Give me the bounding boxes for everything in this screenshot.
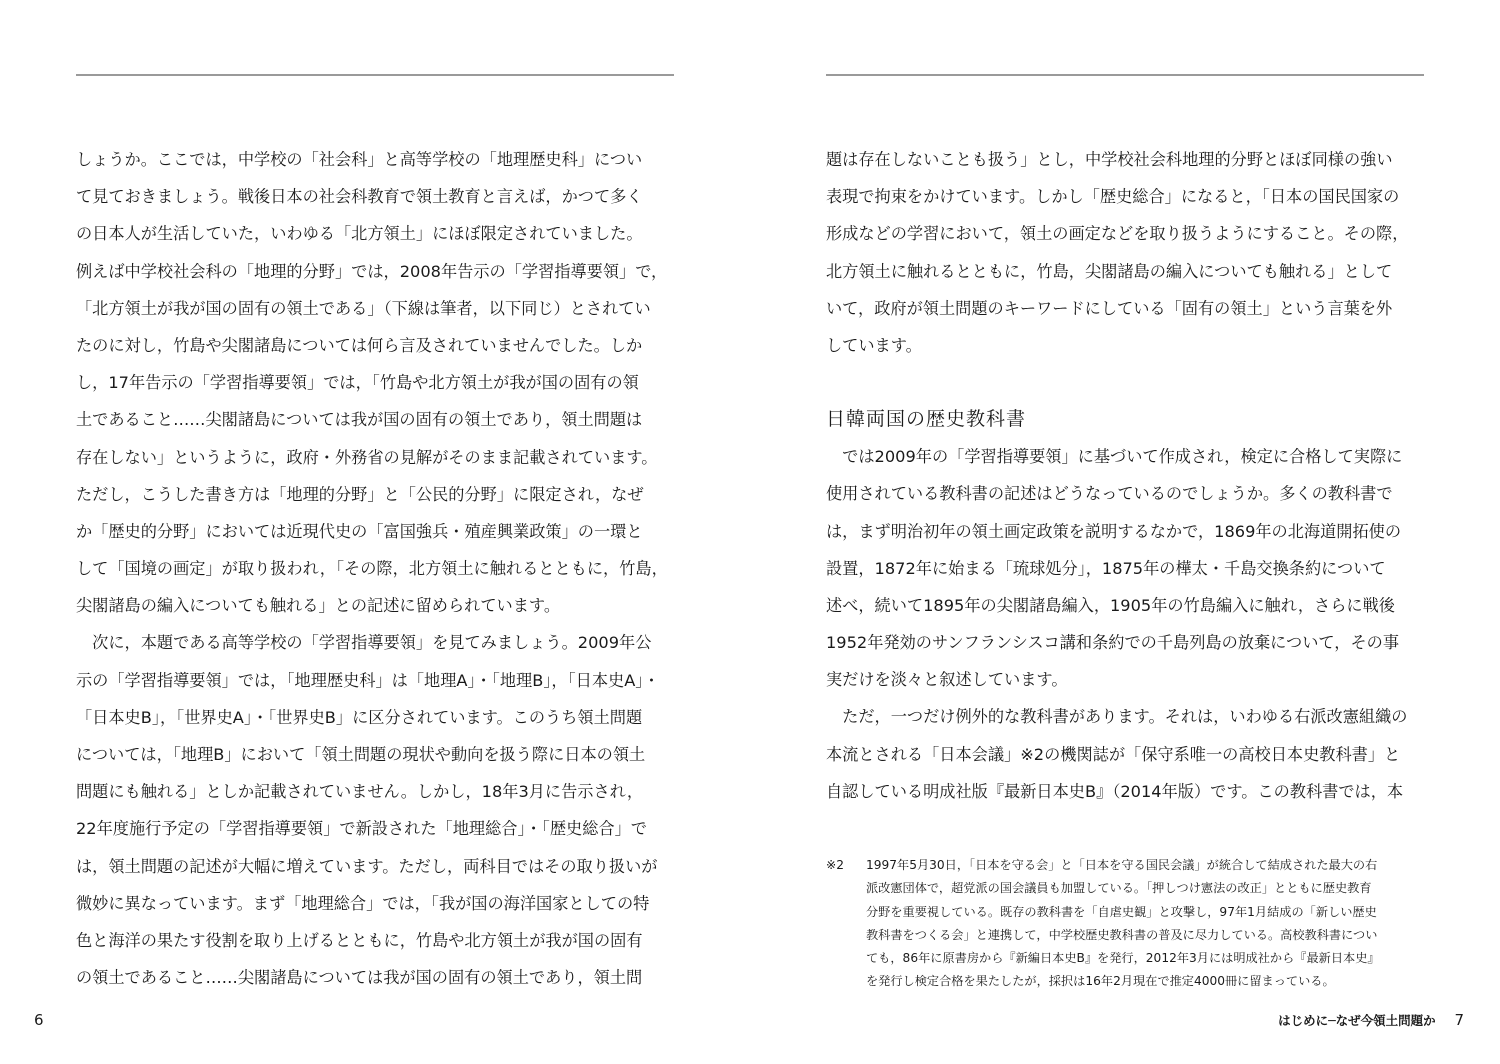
text-line: 尖閣諸島の編入についても触れる」との記述に留められています。 <box>76 596 561 616</box>
page-number-right: 7 <box>1454 1011 1464 1029</box>
footnote-text: 1997年5月30日，「日本を守る会」と「日本を守る国民会議」が統合して結成された最大の右 <box>866 858 1378 872</box>
text-line: 22年度施行予定の「学習指導要領」で新設された「地理総合」・「歴史総合」で <box>76 819 647 839</box>
text-line: 問題にも触れる」としか記載されていません。しかし，18年3月に告示され， <box>76 782 644 802</box>
text-line: し，17年告示の「学習指導要領」では，「竹島や北方領土が我が国の固有の領 <box>76 373 639 393</box>
text-line: 自認している明成社版『最新日本史B』（2014年版）です。この教科書では，本 <box>826 781 1404 801</box>
text-line: の領土であること……尖閣諸島については我が国の固有の領土であり，領土問 <box>76 968 643 988</box>
text-line: ただし，こうした書き方は「地理的分野」と「公民的分野」に限定され，なぜ <box>76 484 644 504</box>
running-title: はじめに─なぜ今領土問題か <box>1278 1013 1436 1028</box>
text-line: 色と海洋の果たす役割を取り上げるとともに，竹島や北方領土が我が国の固有 <box>76 930 643 950</box>
text-line: 表現で拘束をかけています。しかし「歴史総合」になると，「日本の国民国家の <box>826 187 1400 207</box>
section-heading: 日韓両国の歴史教科書 <box>826 408 1027 431</box>
text-line: 使用されている教科書の記述はどうなっているのでしょうか。多くの教科書で <box>826 484 1393 504</box>
footnote-mark: ※2 <box>826 858 844 872</box>
footnote-line: 分野を重要視している。既存の教科書を「自虐史観」と攻撃し，97年1月結成の「新しい歴史 <box>866 904 1377 919</box>
text-line: 例えば中学校社会科の「地理的分野」では，2008年告示の「学習指導要領」で， <box>76 261 668 281</box>
footnote-line: 教科書をつくる会」と連携して，中学校歴史教科書の普及に尽力している。高校教科書につい <box>866 927 1378 942</box>
text-line: 1952年発効のサンフランシスコ講和条約での千島列島の放棄について，その事 <box>826 633 1400 653</box>
text-line: て見ておきましょう。戦後日本の社会科教育で領土教育と言えば，かつて多く <box>76 187 643 207</box>
footnote-line: ても，86年に原書房から『新編日本史B』を発行，2012年3月には明成社から『最新日本史』 <box>866 951 1380 966</box>
header-rule-right <box>826 74 1424 76</box>
text-line: しょうか。ここでは，中学校の「社会科」と高等学校の「地理歴史科」につい <box>76 150 643 169</box>
text-line: 「北方領土が我が国の固有の領土である」（下線は筆者，以下同じ）とされてい <box>76 298 651 318</box>
page-footer-right <box>1278 1011 1464 1029</box>
header-rule-left <box>76 74 674 76</box>
page-number-left: 6 <box>34 1011 44 1029</box>
text-line: 題は存在しないことも扱う」とし，中学校社会科地理的分野とほぼ同様の強い <box>826 150 1393 169</box>
text-line: は，まず明治初年の領土画定政策を説明するなかで，1869年の北海道開拓使の <box>826 521 1402 541</box>
text-line: 「日本史B」，「世界史A」・「世界史B」に区分されています。このうち領土問題 <box>76 707 643 727</box>
text-line: 示の「学習指導要領」では，「地理歴史科」は「地理A」・「地理B」，「日本史A」・ <box>76 670 660 690</box>
text-line: 存在しない」というように，政府・外務省の見解がそのまま記載されています。 <box>76 447 658 467</box>
text-line: の日本人が生活していた，いわゆる「北方領土」にほぼ限定されていました。 <box>76 224 643 244</box>
text-line: では2009年の「学習指導要領」に基づいて作成され，検定に合格して実際に <box>826 447 1403 467</box>
text-line: 実だけを淡々と叙述しています。 <box>826 670 1068 690</box>
text-line: 北方領土に触れるとともに，竹島，尖閣諸島の編入についても触れる」として <box>826 261 1393 281</box>
text-line: たのに対し，竹島や尖閣諸島については何ら言及されていませんでした。しか <box>76 335 643 355</box>
text-line: については，「地理B」において「領土問題の現状や動向を扱う際に日本の領土 <box>76 745 646 764</box>
text-line: は，領土問題の記述が大幅に増えています。ただし，両科目ではその取り扱いが <box>76 856 658 876</box>
footnote-block <box>826 854 1426 994</box>
text-line: して「国境の画定」が取り扱われ，「その際，北方領土に触れるとともに，竹島， <box>76 559 668 579</box>
footnote-line: を発行し検定合格を果たしたが，採択は16年2月現在で推定4000冊に留まっている。 <box>866 974 1335 989</box>
text-line: 微妙に異なっています。まず「地理総合」では，「我が国の海洋国家としての特 <box>76 893 650 913</box>
left-page-body <box>76 141 676 996</box>
footnote-line <box>826 854 1426 877</box>
text-line: いて，政府が領土問題のキーワードにしている「固有の領土」という言葉を外 <box>826 298 1393 318</box>
text-line: 土であること……尖閣諸島については我が国の固有の領土であり，領土問題は <box>76 410 643 430</box>
text-line: 述べ，続いて1895年の尖閣諸島編入，1905年の竹島編入に触れ，さらに戦後 <box>826 595 1395 615</box>
right-page-body <box>826 141 1426 810</box>
text-line: 設置，1872年に始まる「琉球処分」，1875年の樺太・千島交換条約について <box>826 558 1386 578</box>
footnote-line: 派改憲団体で，超党派の国会議員も加盟している。「押しつけ憲法の改正」とともに歴史教育 <box>866 881 1372 896</box>
text-line: か「歴史的分野」においては近現代史の「富国強兵・殖産興業政策」の一環と <box>76 521 643 541</box>
text-line: 本流とされる「日本会議」※2の機関誌が「保守系唯一の高校日本史教科書」と <box>826 744 1401 764</box>
text-line: しています。 <box>826 335 922 355</box>
text-line: 次に，本題である高等学校の「学習指導要領」を見てみましょう。2009年公 <box>76 633 652 653</box>
text-line: ただ，一つだけ例外的な教科書があります。それは，いわゆる右派改憲組織の <box>826 707 1408 727</box>
text-line: 形成などの学習において，領土の画定などを取り扱うようにすること。その際， <box>826 224 1409 244</box>
